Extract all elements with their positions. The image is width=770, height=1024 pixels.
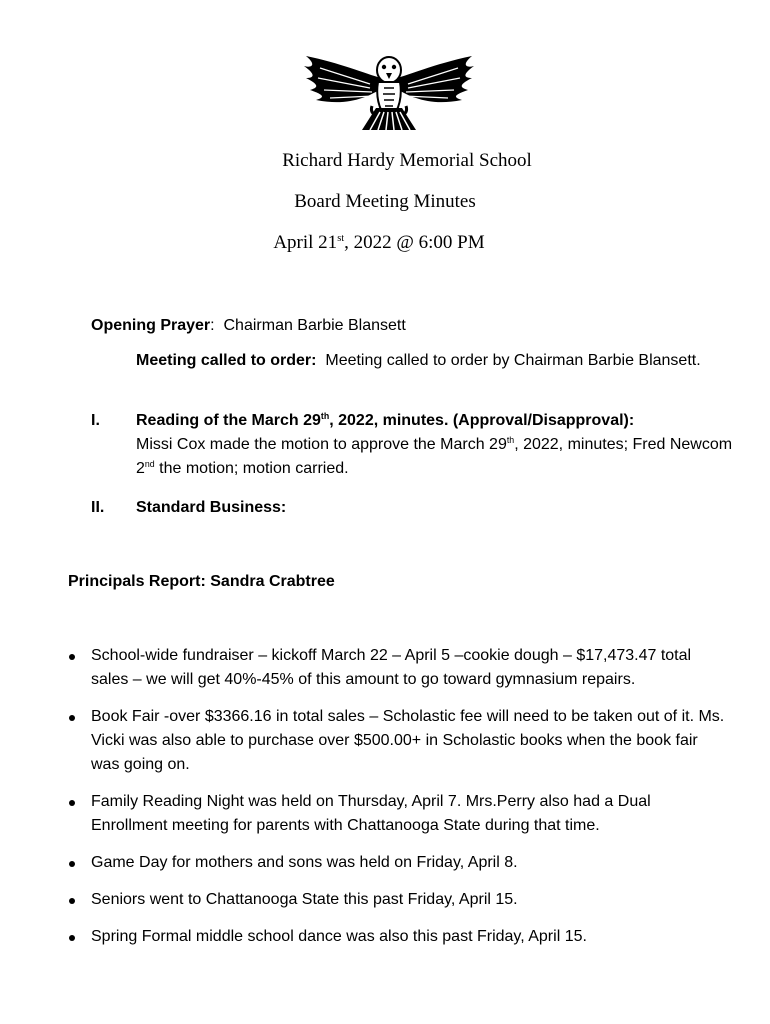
document-title: Board Meeting Minutes <box>294 191 476 212</box>
school-name: Richard Hardy Memorial School <box>282 150 532 171</box>
principals-report-heading: Principals Report: Sandra Crabtree <box>68 573 335 590</box>
list-item: Game Day for mothers and sons was held on Friday, April 8. <box>68 851 728 875</box>
principals-report-list <box>68 644 728 962</box>
list-item: School-wide fundraiser – kickoff March 22 – April 5 –cookie dough – $17,473.47 total sales – we will get 40%-45% of this amount to go toward gymnasium repairs. <box>68 644 728 692</box>
list-item: Book Fair -over $3366.16 in total sales – Scholastic fee will need to be taken out of it. Ms. Vicki was also able to purchase over $500.00+ in Scholastic books when the book fair was going on. <box>68 705 728 777</box>
bullet-icon <box>69 715 75 721</box>
call-to-order: Meeting called to order: Meeting called to order by Chairman Barbie Blansett. <box>136 352 701 369</box>
eagle-logo <box>300 46 478 130</box>
bullet-icon <box>69 800 75 806</box>
list-item: Spring Formal middle school dance was also this past Friday, April 15. <box>68 925 728 949</box>
bullet-icon <box>69 861 75 867</box>
opening-prayer: Opening Prayer: Chairman Barbie Blansett <box>91 317 406 334</box>
agenda-item-standard-business: II. Standard Business: <box>91 496 741 520</box>
item-number: II. <box>91 499 105 516</box>
bullet-icon <box>69 935 75 941</box>
bullet-icon <box>69 654 75 660</box>
agenda-item-reading-minutes: I. Reading of the March 29th, 2022, minutes. (Approval/Disapproval): Missi Cox made the motion to approve the March 29th, 2022, minutes; Fred Newcom 2nd the motion; motion carried. <box>91 410 733 477</box>
bullet-icon <box>69 898 75 904</box>
item-number: I. <box>91 412 100 429</box>
meeting-date: April 21st, 2022 @ 6:00 PM <box>273 232 485 253</box>
list-item: Family Reading Night was held on Thursday, April 7. Mrs.Perry also had a Dual Enrollment meeting for parents with Chattanooga State during that time. <box>68 790 728 838</box>
list-item: Seniors went to Chattanooga State this past Friday, April 15. <box>68 888 728 912</box>
